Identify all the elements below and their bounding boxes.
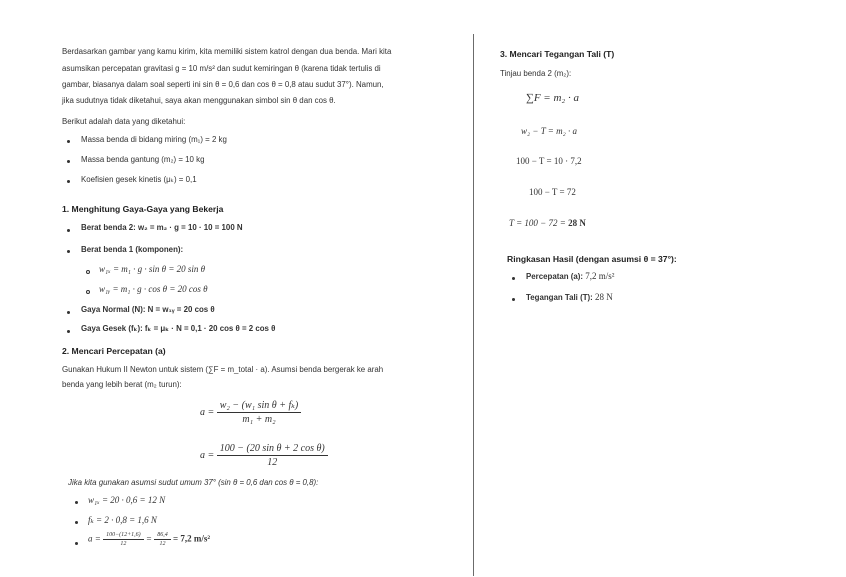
bullet — [75, 521, 78, 524]
intro-line-1: Berdasarkan gambar yang kamu kirim, kita memiliki sistem katrol dengan dua benda. Mari kita — [62, 47, 392, 56]
accel-eq1-numerator: w₂ − (w₁ sin θ + fₖ) — [217, 400, 301, 413]
tension-result-value: 28 N — [568, 218, 586, 228]
accel-eq1-denominator: m₁ + m₂ — [242, 414, 276, 425]
tension-eq-4: 100 − T = 72 — [529, 187, 576, 197]
weight2-formula: Berat benda 2: w₂ = m₂ · g = 10 · 10 = 100 N — [81, 223, 243, 232]
summary-title: Ringkasan Hasil (dengan asumsi θ = 37°): — [507, 254, 677, 264]
bullet — [67, 330, 70, 333]
accel-result-equals: = — [145, 533, 152, 544]
angle-assumption: Jika kita gunakan asumsi sudut umum 37° (sin θ = 0,6 dan cos θ = 0,8): — [68, 478, 319, 487]
accel-result-value: = 7,2 m/s² — [173, 533, 211, 544]
accel-result-f1-num: 100−(12+1,6) — [103, 532, 144, 540]
bullet — [67, 180, 70, 183]
accel-result-fraction-2 — [154, 532, 171, 547]
sub-bullet — [86, 270, 90, 274]
friction-force-formula: Gaya Gesek (fₖ): fₖ = μₖ · N = 0,1 · 20 cos θ = 2 cos θ — [81, 324, 276, 333]
summary-acceleration — [526, 271, 614, 281]
section3-subtitle: Tinjau benda 2 (m₂): — [500, 69, 572, 78]
accel-result-f1-den: 12 — [120, 541, 127, 547]
accel-result-f2-den: 12 — [159, 541, 166, 547]
known-item-mass1: Massa benda di bidang miring (m₁) = 2 kg — [81, 135, 227, 144]
bullet — [512, 298, 515, 301]
accel-eq2-fraction — [217, 443, 328, 468]
accel-result-f2-num: 86,4 — [154, 532, 171, 540]
accel-eq2-lhs: a = — [200, 449, 215, 461]
weight1y-formula: w₁ᵧ = m₁ · g · cos θ = 20 cos θ — [99, 284, 208, 294]
accel-result-lhs: a = — [88, 533, 101, 544]
tension-eq-3: 100 − T = 10 · 7,2 — [516, 156, 582, 166]
accel-result-fraction-1 — [103, 532, 144, 547]
intro-line-2: asumsikan percepatan gravitasi g = 10 m/s² dan sudut kemiringan θ (karena tidak tertulis di — [62, 64, 381, 73]
tension-eq-2: w₂ − T = m₂ · a — [521, 126, 577, 136]
intro-line-4: jika sudutnya tidak diketahui, saya akan menggunakan simbol sin θ dan cos θ. — [62, 96, 336, 105]
known-item-friction-coef: Koefisien gesek kinetis (μₖ) = 0,1 — [81, 175, 197, 184]
summary-acc-value: 7,2 m/s² — [585, 271, 615, 281]
bullet — [75, 501, 78, 504]
bullet — [67, 229, 70, 232]
result-friction: fₖ = 2 · 0,8 = 1,6 N — [88, 515, 157, 525]
known-item-mass2: Massa benda gantung (m₂) = 10 kg — [81, 155, 205, 164]
weight1x-formula: w₁ₓ = m₁ · g · sin θ = 20 sin θ — [99, 264, 206, 274]
accel-eq2-numerator: 100 − (20 sin θ + 2 cos θ) — [217, 443, 328, 456]
normal-force-formula: Gaya Normal (N): N = w₁ᵧ = 20 cos θ — [81, 305, 215, 314]
tension-eq5-lhs: T = 100 − 72 = — [509, 218, 566, 228]
bullet — [67, 250, 70, 253]
newton-law-line-1: Gunakan Hukum II Newton untuk sistem (∑F = m_total · a). Asumsi benda bergerak ke arah — [62, 365, 384, 374]
weight1-label: Berat benda 1 (komponen): — [81, 245, 184, 254]
known-heading: Berikut adalah data yang diketahui: — [62, 117, 186, 126]
summary-ten-label: Tegangan Tali (T): — [526, 293, 593, 302]
summary-acc-label: Percepatan (a): — [526, 272, 584, 281]
accel-equation-substituted — [200, 443, 328, 468]
accel-eq2-denominator: 12 — [267, 457, 278, 468]
column-divider — [473, 34, 474, 576]
bullet — [512, 277, 515, 280]
result-acceleration — [88, 532, 210, 547]
accel-eq1-lhs: a = — [200, 406, 215, 418]
summary-ten-value: 28 N — [594, 292, 613, 302]
result-w1x: w₁ₓ = 20 · 0,6 = 12 N — [88, 495, 166, 505]
tension-eq-sum: ∑F = m₂ · a — [526, 92, 580, 104]
bullet — [67, 140, 70, 143]
bullet — [67, 160, 70, 163]
newton-law-line-2: benda yang lebih berat (m₂ turun): — [62, 380, 182, 389]
bullet — [67, 311, 70, 314]
intro-line-3: gambar, biasanya dalam soal seperti ini sin θ = 0,6 dan cos θ = 0,8 atau sudut 37°). Namun, — [62, 80, 384, 89]
accel-equation-general — [200, 400, 301, 425]
section2-title: 2. Mencari Percepatan (a) — [62, 346, 166, 356]
bullet — [75, 542, 78, 545]
tension-eq-5 — [509, 218, 586, 228]
section1-title: 1. Menghitung Gaya-Gaya yang Bekerja — [62, 204, 224, 214]
section3-title: 3. Mencari Tegangan Tali (T) — [500, 49, 615, 59]
accel-eq1-fraction — [217, 400, 301, 425]
sub-bullet — [86, 290, 90, 294]
summary-tension — [526, 292, 613, 302]
